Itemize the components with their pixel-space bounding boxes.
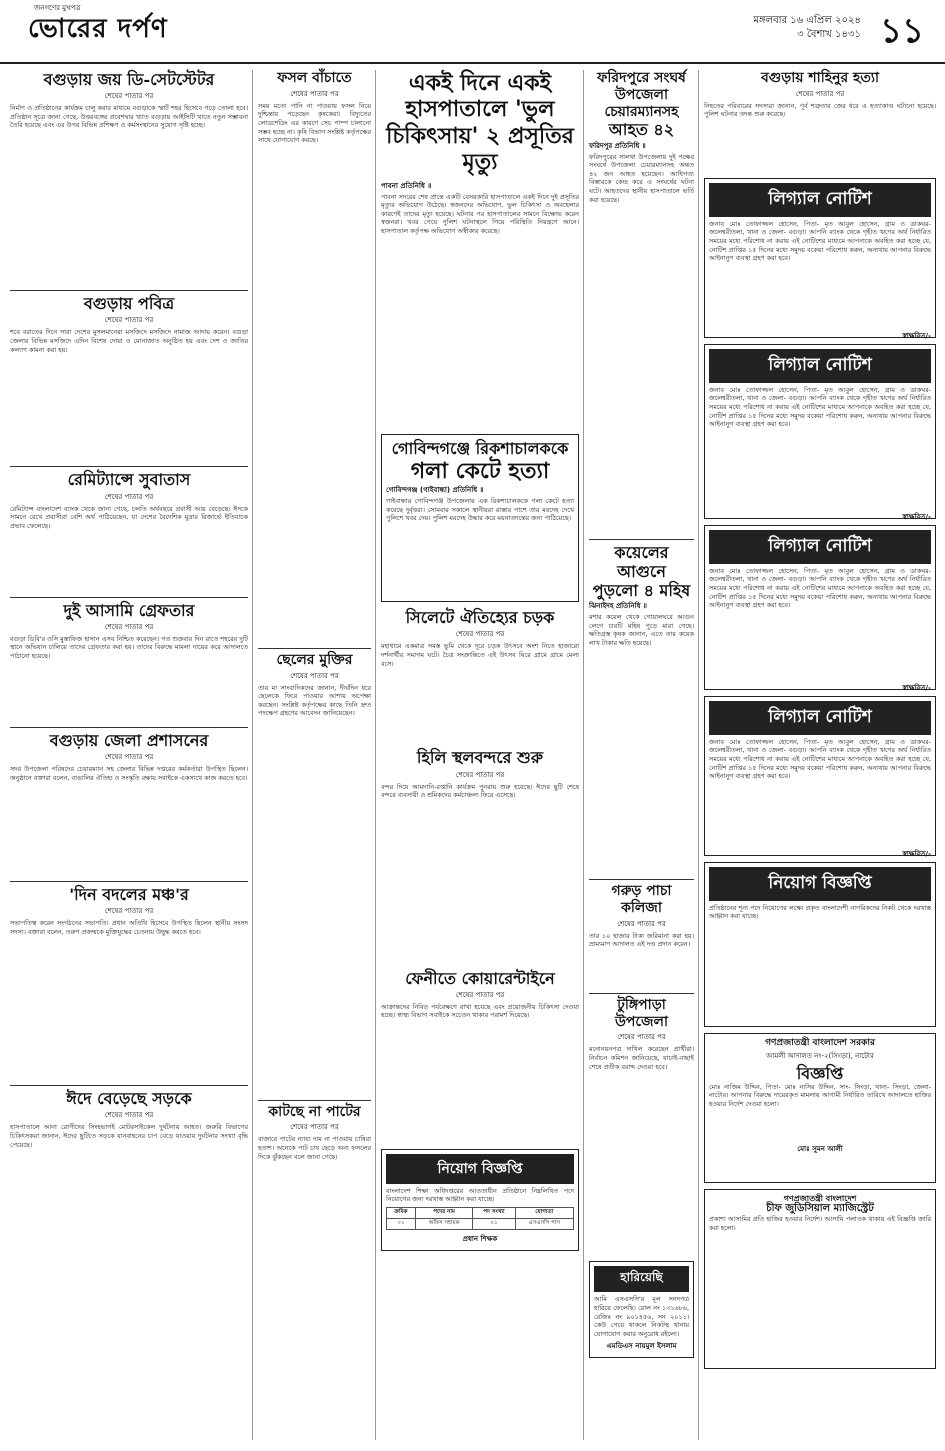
headline: ছেলের মুক্তির (276, 651, 353, 668)
article-shahinur[interactable] (704, 70, 936, 172)
notice-body: জনাব মোঃ তোফাজ্জল হোসেন, পিতা- মৃত আবুল হোসেন, গ্রাম ও ডাকঘর- জলেশ্বরীতলা, থানা ও জেলা- বগুড়া। আপনি ব্যাংক থেকে গৃহীত ঋণের অর্থ নির্ধারিত সময়ের মধ্যে পরিশোধ না করায় এই নোটিশের মাধ্যমে আপনাকে অবহিত করা হচ্ছে যে, নোটিশ প্রাপ্তির ১৫ দিনের মধ্যে সমুদয় বকেয়া পরিশোধ করুন, অন্যথায় আপনার বিরুদ্ধে আইনানুগ ব্যবস্থা গ্রহণ করা হবে। (709, 219, 931, 263)
recruit-body: বাংলাদেশ শিক্ষা অধিদপ্তরের আওতাধীন প্রতিষ্ঠানে নিম্নলিখিত পদে নিয়োগের জন্য দরখাস্ত আহ্বান করা যাচ্ছে। (386, 1186, 574, 1204)
govt-header: গণপ্রজাতন্ত্রী বাংলাদেশ সরকার (765, 1037, 875, 1048)
divider (258, 648, 371, 649)
table-cell: এসএসসি পাস (515, 1218, 573, 1229)
article-body: রেমিট্যান্স বাংলাদেশ ব্যাংক থেকে জানা গেছে, চলতি অর্থবছরে প্রবাসী আয় বেড়েছে। ঈদকে সামনে রেখে প্রবাসীরা বেশি অর্থ পাঠিয়েছেন, যা দেশের বৈদেশিক মুদ্রার রিজার্ভে ইতিবাচক প্রভাব ফেলেছে। (10, 504, 248, 530)
table-header-row (387, 1207, 574, 1218)
recruit-footer: প্রধান শিক্ষক (462, 1234, 498, 1243)
govt-sub: আমলী আদালত নং-২(সিংড়া), নাটোর (766, 1051, 874, 1060)
column-main (381, 70, 579, 1257)
divider (10, 597, 248, 598)
kicker: শেষের পাতার পর (617, 919, 666, 928)
headline: বগুড়ায় পবিত্র (83, 294, 175, 314)
headline: গরুড় পাচা কলিজা (611, 883, 672, 916)
article-body: মহাধামে একমাত্র সমস্ত ভুমি থেকে দূরে চড়ক উৎসবে অংশ নিতে হাজারো দর্শনার্থীর সমাগম ঘটে। চৈত্র সংক্রান্তিতে এই উৎসব ঘিরে গ্রামে গ্রামে মেলা বসে। (381, 642, 579, 668)
notice-title: লিগ্যাল নোটিশ (709, 349, 931, 383)
headline: সিলেটে ঐতিহ্যের চড়ক (405, 608, 555, 628)
headline: বগুড়ায় জয় ডি-সেটস্টেটর (43, 70, 215, 89)
table-header: যোগ্যতা (515, 1207, 573, 1218)
article-body: তার মা সাংবাদিকদের জানান, দীর্ঘদিন ধরে ছেলেকে ফিরে পাওয়ার আশায় অপেক্ষা করছেন। সংশ্লিষ্ট কর্তৃপক্ষের কাছে তিনি দ্রুত পদক্ষেপ গ্রহণের আবেদন জানিয়েছেন। (258, 683, 371, 718)
article-body: সভাপতিত্ব করেন সংগঠনের সভাপতি। প্রধান অতিথি হিসেবে উপস্থিত ছিলেন স্থানীয় সংসদ সদস্য। বক্তারা বলেন, তরুণ প্রজন্মকে মুক্তিযুদ্ধের চেতনায় উদ্বুদ্ধ করতে হবে। (10, 919, 248, 936)
kicker: শেষের পাতার পর (104, 907, 154, 916)
court-body: প্রকাশ্য আসামির প্রতি হাজির হওয়ার নির্দেশ। আসামি পলাতক থাকায় এই বিজ্ঞপ্তি জারি করা হলো। (709, 1215, 931, 1232)
govt-notice[interactable] (704, 1033, 936, 1183)
article-remittance[interactable] (10, 470, 248, 590)
date-block (753, 14, 861, 42)
article-body: সময় মতো পানি না পাওয়ায় ফসল নিয়ে দুশ্চিন্তায় পড়েছেন কৃষকেরা। বিদ্যুতের লোডশেডিং এর কারণে সেচ পাম্প চালানো সম্ভব হচ্ছে না। কৃষি বিভাগ সংশ্লিষ্ট কর্তৃপক্ষের সাথে যোগাযোগ করছে। (258, 101, 371, 145)
article-two-arrested[interactable] (10, 601, 248, 721)
notice-sign: স্বাক্ষরিত/- (902, 849, 931, 858)
court-notice[interactable] (704, 1189, 936, 1369)
masthead (0, 0, 945, 64)
kicker: শেষের পাতার পর (104, 92, 154, 101)
notice-body: জনাব মোঃ তোফাজ্জল হোসেন, পিতা- মৃত আবুল হোসেন, গ্রাম ও ডাকঘর- জলেশ্বরীতলা, থানা ও জেলা- বগুড়া। আপনি ব্যাংক থেকে গৃহীত ঋণের অর্থ নির্ধারিত সময়ের মধ্যে পরিশোধ না করায় এই নোটিশের মাধ্যমে আপনাকে অবহিত করা হচ্ছে যে, নোটিশ প্রাপ্তির ১৫ দিনের মধ্যে সমুদয় বকেয়া পরিশোধ করুন, অন্যথায় আপনার বিরুদ্ধে আইনানুগ ব্যবস্থা গ্রহণ করা হবে। (709, 385, 931, 429)
page-number: ১১ (879, 11, 925, 51)
article-bogura-hitech[interactable] (10, 70, 248, 284)
headline-3: আহত ৪২ (608, 120, 675, 140)
notice-body: জনাব মোঃ তোফাজ্জল হোসেন, পিতা- মৃত আবুল হোসেন, গ্রাম ও ডাকঘর- জলেশ্বরীতলা, থানা ও জেলা- বগুড়া। আপনি ব্যাংক থেকে গৃহীত ঋণের অর্থ নির্ধারিত সময়ের মধ্যে পরিশোধ না করায় এই নোটিশের মাধ্যমে আপনাকে অবহিত করা হচ্ছে যে, নোটিশ প্রাপ্তির ১৫ দিনের মধ্যে সমুদয় বকেয়া পরিশোধ করুন, অন্যথায় আপনার বিরুদ্ধে আইনানুগ ব্যবস্থা গ্রহণ করা হবে। (709, 737, 931, 781)
article-body: শবে বরাতের দিনে সারা দেশের মুসলমানেরা মসজিদে মসজিদে নামাজ আদায় করেন। বগুড়া জেলার বিভিন্ন মসজিদে এদিন বিশেষ দোয়া ও মোনাজাত অনুষ্ঠিত হয় এবং দেশ ও জাতির কল্যাণ কামনা করা হয়। (10, 328, 248, 354)
table-header: ক্রমিক (387, 1207, 416, 1218)
headline: ফেনীতে কোয়ারেন্টাইনে (405, 968, 555, 988)
table-header: পদ সংখ্যা (473, 1207, 515, 1218)
article-crop-saving[interactable] (258, 70, 371, 642)
recruitment-ad[interactable] (381, 1149, 579, 1251)
column-1 (10, 70, 248, 1279)
newspaper-logo (28, 4, 168, 52)
notice-title: লিগ্যাল নোটিশ (709, 701, 931, 735)
notice-body: জনাব মোঃ তোফাজ্জল হোসেন, পিতা- মৃত আবুল হোসেন, গ্রাম ও ডাকঘর- জলেশ্বরীতলা, থানা ও জেলা- বগুড়া। আপনি ব্যাংক থেকে গৃহীত ঋণের অর্থ নির্ধারিত সময়ের মধ্যে পরিশোধ না করায় এই নোটিশের মাধ্যমে আপনাকে অবহিত করা হচ্ছে যে, নোটিশ প্রাপ্তির ১৫ দিনের মধ্যে সমুদয় বকেয়া পরিশোধ করুন, অন্যথায় আপনার বিরুদ্ধে আইনানুগ ব্যবস্থা গ্রহণ করা হবে। (709, 566, 931, 610)
court-header: গণপ্রজাতন্ত্রী বাংলাদেশ (783, 1192, 857, 1203)
article-feni[interactable] (381, 969, 579, 1143)
lost-title: হারিয়েছি (594, 1266, 689, 1292)
headline: ফসল বাঁচাতে (277, 70, 352, 86)
article-body: মনোনয়নপত্র দাখিল করেছেন প্রার্থীরা। নির্বাচন কমিশন জানিয়েছে, যাচাই-বাছাই শেষে প্রতীক বরাদ্দ দেওয়া হবে। (589, 1045, 694, 1071)
headline: রেমিট্যান্সে সুবাতাস (67, 470, 191, 490)
headline-1: ফরিদপুরে সংঘর্ষ (597, 70, 686, 86)
article-hili[interactable] (381, 748, 579, 962)
article-bogura-shab[interactable] (10, 294, 248, 460)
legal-notice-4[interactable] (704, 696, 936, 856)
kicker: শেষের পাতার পর (104, 492, 154, 501)
article-gobindaganj[interactable] (381, 434, 579, 603)
article-body: নিহতের পরিবারের সদস্যরা জানান, পূর্ব শত্রুতার জের ধরে এ হত্যাকাণ্ড ঘটানো হয়েছে। পুলিশ ঘটনার তদন্ত শুরু করেছে। (704, 101, 936, 119)
masthead-tagline: জনগণের মুখপত্র (34, 4, 81, 12)
article-beef-liver[interactable] (589, 883, 694, 987)
kicker: শেষের পাতার পর (455, 990, 505, 999)
byline: ফরিদপুর প্রতিনিধি ॥ (589, 141, 646, 150)
headline-1: কয়েলের আগুনে (614, 542, 669, 581)
recruitment-notice[interactable] (704, 862, 936, 1027)
column-5 (704, 70, 936, 1375)
govt-title: বিজ্ঞপ্তি (796, 1063, 844, 1083)
notice-title: লিগ্যাল নোটিশ (709, 183, 931, 217)
column-2 (258, 70, 371, 1311)
article-body: বাজারে পাটের ন্যায্য দাম না পাওয়ায় চাষিরা হতাশ। অনেকে পাট চাষ ছেড়ে অন্য ফসলের দিকে ঝুঁকছেন বলে জানা গেছে। (258, 1135, 371, 1161)
article-faridpur[interactable] (589, 70, 694, 533)
notice-sign: স্বাক্ষরিত/- (902, 683, 931, 692)
headline: টুঙ্গিপাড়া উপজেলা (614, 996, 669, 1030)
table-row (387, 1218, 574, 1229)
headline-2: গলা কেটে হত্যা (410, 457, 550, 484)
kicker: শেষের পাতার পর (455, 770, 505, 779)
govt-sign: মোঃ সুমন আলী (797, 1144, 843, 1153)
article-buffalo-fire[interactable] (589, 543, 694, 874)
article-body: বন্দর দিয়ে আমদানি-রপ্তানি কার্যক্রম পুনরায় শুরু হয়েছে। ঈদের ছুটি শেষে বন্দরে ব্যবসায়ী ও শ্রমিকদের কর্মচাঞ্চল্য ফিরে এসেছে। (381, 782, 579, 800)
court-title: চীফ জুডিসিয়াল ম্যাজিস্ট্রেট (766, 1203, 874, 1215)
lost-notice[interactable] (589, 1261, 694, 1358)
lead-headline-2: চিকিৎসায়' ২ প্রসূতির মৃত্যু (386, 122, 574, 176)
notice-title: লিগ্যাল নোটিশ (709, 530, 931, 564)
headline: বগুড়ায় শাহিনুর হত্যা (761, 70, 879, 86)
article-body: নির্মাণ ও প্রতিষ্ঠানের কার্যক্রম চালু করার মাধ্যমে বগুড়াকে স্মার্ট শহর হিসেবে গড়ে তোলা হবে। প্রতিষ্ঠান সূত্রে জানা গেছে, উত্তরবঙ্গের প্রবেশদ্বার খ্যাত বগুড়ায় আইসিটি খাতে নতুন সম্ভাবনা তৈরি হয়েছে এবং এর উপর বিভিন্ন প্রশিক্ষণ ও কর্মসংস্থানের সুযোগ সৃষ্টি হচ্ছে। (10, 104, 248, 130)
govt-body: মোঃ নাজিম উদ্দিন, পিতা- মোঃ নাসির উদ্দিন, সাং- সিংড়া, থানা- সিংড়া, জেলা- নাটোর। আপনার বিরুদ্ধে দায়েরকৃত মামলায় আগামী নির্ধারিত তারিখে আদালতে হাজির হওয়ার নির্দেশ দেওয়া হলো। (709, 1082, 931, 1108)
byline: গোবিন্দগঞ্জ (গাইবান্ধা) প্রতিনিধি ॥ (386, 486, 484, 495)
article-body: বগুড়া ডিবি'র ওসি মুস্তাফিজ হাসান এসব নিশ্চিত করেছেন। গত শুক্রবার দিন রাতে শহরের দুটি স্থানে অভিযান চালিয়ে তাদের গ্রেফতার করা হয়। তাদের বিরুদ্ধে মামলা দায়ের করে আদালতে পাঠানো হয়েছে। (10, 634, 248, 660)
headline: বগুড়ায় জেলা প্রশাসনের (49, 730, 209, 750)
headline: কাটছে না পাটের (268, 1103, 361, 1120)
article-tungipara[interactable] (589, 997, 694, 1256)
notice-sign: স্বাক্ষরিত/- (902, 331, 931, 340)
lead-headline-1: একই দিনে একই হাসপাতালে 'ভুল (405, 70, 555, 123)
divider (10, 727, 248, 728)
table-cell: অফিস সহায়ক (415, 1218, 472, 1229)
article-son-release[interactable] (258, 652, 371, 1094)
headline: হিলি স্থলবন্দরে শুরু (416, 748, 544, 768)
kicker: শেষের পাতার পর (290, 1123, 339, 1132)
table-cell: ০১ (387, 1218, 416, 1229)
headline-2: পুড়লো ৪ মহিষ (592, 580, 691, 600)
divider (258, 1100, 371, 1101)
column-divider (252, 70, 253, 1440)
divider (10, 881, 248, 882)
divider (10, 290, 248, 291)
kicker: শেষের পাতার পর (104, 752, 154, 761)
recruit-body: প্রতিষ্ঠানের শূন্য পদে নিয়োগের লক্ষ্যে প্রকৃত বাংলাদেশী নাগরিকদের নিকট থেকে দরখাস্ত আহ্বান করা যাচ্ছে। (709, 903, 931, 921)
headline-2: উপজেলা চেয়ারম্যানসহ (604, 86, 679, 120)
legal-notice-2[interactable] (704, 344, 936, 519)
headline: ঈদে বেড়েছে সড়কে (66, 1089, 192, 1109)
headline: দুই আসামি গ্রেফতার (63, 600, 195, 620)
kicker: শেষের পাতার পর (795, 89, 845, 98)
kicker: শেষের পাতার পর (290, 671, 339, 680)
lead-byline: পাবনা প্রতিনিধি ॥ (381, 181, 432, 190)
divider (10, 1085, 248, 1086)
column-divider (583, 70, 584, 1440)
legal-notice-3[interactable] (704, 525, 936, 690)
article-body: ফরিদপুরের সালথা উপজেলায় দুই পক্ষের সংঘর্ষে উপজেলা চেয়ারম্যানসহ অন্তত ৪২ জন আহত হয়েছেন। আধিপত্য বিস্তারকে কেন্দ্র করে এ সংঘর্ষের ঘটনা ঘটে। আহতদের স্থানীয় হাসপাতালে ভর্তি করা হয়েছে। (589, 152, 694, 204)
kicker: শেষের পাতার পর (617, 1033, 666, 1042)
divider (10, 466, 248, 467)
headline-1: গোবিন্দগঞ্জে রিকশাচালককে (391, 438, 569, 458)
lead-body: পাবনা সদরের শেষ প্রান্তে একটি বেসরকারি হাসপাতালে একই দিনে দুই প্রসূতির মৃত্যুর অভিযোগ উঠেছে। স্বজনদের অভিযোগ, ভুল চিকিৎসা ও অবহেলার কারণেই তাদের মৃত্যু হয়েছে। ঘটনার পর হাসপাতালের সামনে বিক্ষোভ করেন স্বজনরা। খবর পেয়ে পুলিশ ঘটনাস্থলে গিয়ে পরিস্থিতি নিয়ন্ত্রণে আনে। হাসপাতাল কর্তৃপক্ষ অভিযোগ অস্বীকার করেছে। (381, 192, 579, 235)
notice-sign: স্বাক্ষরিত/- (902, 512, 931, 521)
divider (589, 993, 694, 994)
lead-article[interactable] (381, 70, 579, 428)
kicker: শেষের পাতার পর (104, 1111, 154, 1120)
kicker: শেষের পাতার পর (104, 622, 154, 631)
recruit-title: নিয়োগ বিজ্ঞপ্তি (709, 867, 931, 901)
article-din-bodol[interactable] (10, 885, 248, 1079)
article-body: তার ১০ হাজার টাকা জরিমানা করা হয়। ভ্রাম্যমাণ আদালত এই দণ্ড প্রদান করেন। (589, 931, 694, 949)
date-bengali: ৩ বৈশাখ ১৪৩১ (797, 29, 861, 40)
recruit-table (386, 1207, 574, 1230)
divider (589, 879, 694, 880)
table-header: পদের নাম (415, 1207, 472, 1218)
divider (589, 539, 694, 540)
kicker: শেষের পাতার পর (455, 630, 505, 639)
article-body: আক্রান্তদের নিবিড় পর্যবেক্ষণে রাখা হয়েছে এবং প্রয়োজনীয় চিকিৎসা দেওয়া হচ্ছে। স্বাস্থ্য বিভাগ সবাইকে সচেতন থাকার পরামর্শ দিয়েছে। (381, 1002, 579, 1020)
article-body: হাসপাতালে আনা রোগীদের সিংহভাগই মোটরসাইকেল দুর্ঘটনায় আহত। জরুরি বিভাগের চিকিৎসকরা জানান, ঈদের ছুটিতে সড়কে যানবাহনের চাপ বেড়ে যাওয়ায় দুর্ঘটনার সংখ্যা বৃদ্ধি পেয়েছে। (10, 1123, 248, 1149)
article-district-admin[interactable] (10, 731, 248, 875)
column-4 (589, 70, 694, 1364)
kicker: শেষের পাতার পর (290, 89, 339, 98)
article-body: গাইবান্ধার গোবিন্দগঞ্জ উপজেলায় এক রিকশাচালককে গলা কেটে হত্যা করেছে দুর্বৃত্তরা। সোমবার সকালে স্থানীয়রা রাস্তার পাশে তার মরদেহ দেখে পুলিশে খবর দেয়। পুলিশ মরদেহ উদ্ধার করে ময়নাতদন্তের জন্য পাঠিয়েছে। (386, 497, 574, 523)
kicker: শেষের পাতার পর (104, 316, 154, 325)
column-divider (698, 70, 699, 1440)
logo-text: ভোরের দর্পণ (28, 14, 168, 44)
lost-name: এমডিএস নায়মুল ইসলাম (606, 1342, 677, 1351)
table-cell: ০১ (473, 1218, 515, 1229)
article-sylhet-chorok[interactable] (381, 608, 579, 742)
recruit-title: নিয়োগ বিজ্ঞপ্তি (386, 1154, 574, 1184)
article-eid-road[interactable] (10, 1089, 248, 1273)
date-gregorian: মঙ্গলবার ১৬ এপ্রিল ২০২৪ (753, 15, 861, 26)
legal-notice-1[interactable] (704, 178, 936, 338)
lost-body: আমি এসএসসি'র মূল সনদপত্র হারিয়ে ফেলেছি। রোল নং ১৩১৬৮৬, রেজিঃ নং ৯০১৪৫৬, সন ২০১১। কেউ পেয়ে থাকলে নিকটস্থ থানায় যোগাযোগ করার অনুরোধ রইলো। (594, 1295, 689, 1338)
article-jute[interactable] (258, 1104, 371, 1306)
headline: 'দিন বদলের মঞ্চ'র (69, 884, 189, 904)
article-body: সদর উপজেলা পরিষদের চেয়ারম্যান সহ জেলার বিভিন্ন দপ্তরের কর্মকর্তারা উপস্থিত ছিলেন। অনুষ্ঠানে বক্তারা বলেন, বাঙালির ঐতিহ্য ও সংস্কৃতি রক্ষায় সবাইকে একসাথে কাজ করতে হবে। (10, 764, 248, 782)
article-body: মশার কয়েল থেকে গোয়ালঘরে আগুন লেগে চারটি মহিষ পুড়ে মারা গেছে। ক্ষতিগ্রস্ত কৃষক জানান, এতে তার কয়েক লাখ টাকার ক্ষতি হয়েছে। (589, 613, 694, 647)
column-divider (375, 70, 376, 1440)
byline: ঝিনাইদহ প্রতিনিধি ॥ (589, 602, 647, 611)
